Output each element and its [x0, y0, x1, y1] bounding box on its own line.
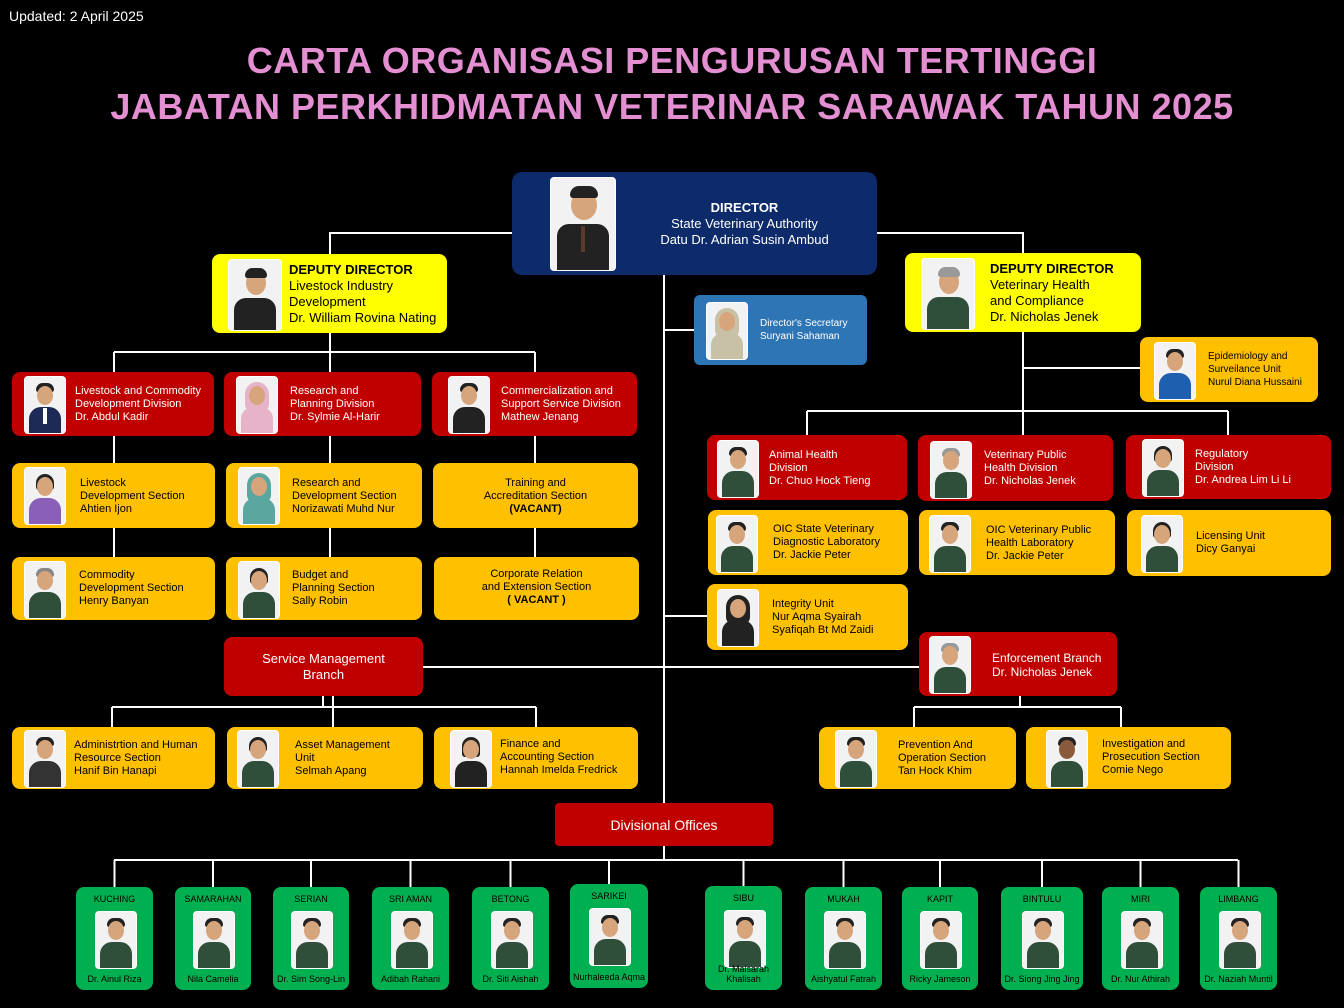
unit-title-line2: Health Laboratory: [986, 537, 1074, 549]
section-head-name: Comie Nego: [1102, 764, 1164, 776]
office-head-photo: [291, 911, 333, 969]
section-head-photo: [237, 730, 279, 788]
branch-head-name: Dr. Nicholas Jenek: [992, 665, 1093, 679]
office-location: BETONG: [491, 894, 530, 904]
unit-title-line1: Licensing Unit: [1196, 530, 1266, 542]
regulatory-division-box[interactable]: [1126, 435, 1331, 499]
deputy-left-line1: Livestock Industry: [289, 278, 394, 293]
livestock-commodity-division-box[interactable]: [12, 372, 214, 436]
division-title-line1: Veterinary Public: [984, 449, 1067, 461]
secretary-box[interactable]: [694, 295, 867, 365]
office-head-name: Dr. Sim Song-Lin: [276, 974, 346, 984]
division-head-name: Dr. Chuo Hock Tieng: [769, 475, 871, 487]
unit-head-name: Dicy Ganyai: [1196, 543, 1256, 555]
budget-planning-section-box[interactable]: [226, 557, 422, 620]
unit-head-name: Dr. Jackie Peter: [986, 550, 1064, 562]
division-title-line2: Development Division: [75, 398, 182, 410]
secretary-name: Suryani Sahaman: [760, 331, 840, 342]
division-head-name: Dr. Andrea Lim Li Li: [1195, 474, 1291, 486]
deputy-left-name: Dr. William Rovina Nating: [289, 310, 437, 325]
office-head-name: Dr. Maisarah Khalisah: [717, 964, 770, 984]
division-head-photo: [236, 376, 278, 434]
division-title-line1: Commercialization and: [501, 385, 613, 397]
division-head-photo: [24, 376, 66, 434]
epidemiology-name: Nurul Diana Hussaini: [1208, 377, 1302, 388]
prevention-operation-section-box[interactable]: [819, 727, 1016, 789]
divisional-office-card[interactable]: [1102, 887, 1179, 990]
vacant-label: ( VACANT ): [507, 594, 566, 606]
division-head-name: Dr. Sylmie Al-Harir: [290, 411, 380, 423]
branch-title-line2: Branch: [302, 667, 345, 682]
finance-accounting-section-box[interactable]: [434, 727, 638, 789]
section-title-line1: Training and: [505, 477, 566, 489]
division-title-line1: Regulatory: [1195, 448, 1249, 460]
corporate-relation-section-box[interactable]: [434, 557, 639, 620]
division-title-line1: Animal Health: [769, 449, 838, 461]
divisional-office-card[interactable]: [273, 887, 349, 990]
state-diagnostic-lab-box[interactable]: [708, 510, 908, 575]
divisional-office-card[interactable]: [472, 887, 549, 990]
section-title-line1: Investigation and: [1102, 738, 1186, 750]
office-head-name: Dr. Siti Aishah: [482, 974, 539, 984]
section-title-line2: Unit: [295, 752, 315, 764]
office-head-photo: [589, 908, 631, 966]
office-location: SARIKEI: [591, 891, 627, 901]
deputy-right-name: Dr. Nicholas Jenek: [990, 309, 1099, 324]
office-head-photo: [920, 911, 962, 969]
research-planning-division-box[interactable]: [224, 372, 421, 436]
office-head-photo: [1219, 911, 1261, 969]
section-title-line1: Corporate Relation: [490, 568, 583, 580]
office-head-name: Nurhaleeda Aqma: [572, 972, 646, 982]
section-head-name: Ahtien Ijon: [80, 503, 132, 515]
epidemiology-unit-box[interactable]: [1140, 337, 1318, 402]
section-head-name: Norizawati Muhd Nur: [292, 503, 395, 515]
divisional-office-card[interactable]: [570, 884, 648, 988]
deputy-left-photo: [228, 259, 282, 331]
divisional-office-card[interactable]: [705, 886, 782, 990]
office-location: SERIAN: [294, 894, 328, 904]
section-head-photo: [238, 467, 280, 525]
chart-title-line2: JABATAN PERKHIDMATAN VETERINAR SARAWAK TAHUN 2025: [110, 86, 1234, 127]
division-head-photo: [930, 441, 972, 499]
divisional-office-card[interactable]: [902, 887, 978, 990]
divisional-offices-box[interactable]: [555, 803, 773, 846]
section-title-line1: Commodity: [79, 569, 135, 581]
deputy-right-line1: Veterinary Health: [990, 277, 1090, 292]
training-accreditation-section-box[interactable]: [433, 463, 638, 528]
section-head-photo: [1046, 730, 1088, 788]
divisional-office-card[interactable]: [1001, 887, 1083, 990]
updated-date: Updated: 2 April 2025: [9, 8, 144, 24]
investigation-prosecution-section-box[interactable]: [1026, 727, 1231, 789]
director-authority: State Veterinary Authority: [671, 216, 818, 231]
office-head-name: Dr. Ainul Riza: [87, 974, 142, 984]
division-title-line2: Division: [769, 462, 808, 474]
deputy-right-photo: [921, 258, 975, 330]
unit-head-photo: [716, 515, 758, 573]
division-head-name: Dr. Abdul Kadir: [75, 411, 149, 423]
office-head-name: Nila Camelia: [187, 974, 239, 984]
division-title-line1: Research and: [290, 385, 359, 397]
section-head-photo: [24, 730, 66, 788]
divisional-office-card[interactable]: [805, 887, 882, 990]
section-title-line2: Accounting Section: [500, 751, 595, 763]
public-health-lab-box[interactable]: [919, 510, 1115, 575]
office-location: SAMARAHAN: [184, 894, 242, 904]
section-head-photo: [24, 467, 66, 525]
office-location: LIMBANG: [1218, 894, 1259, 904]
division-title-line1: Livestock and Commodity: [75, 385, 201, 397]
office-head-photo: [95, 911, 137, 969]
epidemiology-photo: [1154, 342, 1196, 400]
division-head-photo: [1142, 439, 1184, 497]
section-title-line1: Administrtion and Human: [74, 739, 198, 751]
epidemiology-line1: Epidemiology and: [1208, 351, 1288, 362]
unit-title-line2: Diagnostic Laboratory: [773, 536, 881, 548]
unit-title-line1: OIC Veterinary Public: [986, 524, 1092, 536]
director-box[interactable]: [512, 172, 877, 275]
secretary-photo: [706, 302, 748, 360]
secretary-role: Director's Secretary: [760, 318, 848, 329]
office-location: KAPIT: [926, 894, 953, 904]
office-location: KUCHING: [93, 894, 136, 904]
deputy-right-role: DEPUTY DIRECTOR: [990, 261, 1114, 276]
integrity-name-line1: Nur Aqma Syairah: [772, 611, 862, 623]
divisional-office-card[interactable]: [1200, 887, 1277, 990]
division-title-line2: Support Service Division: [501, 398, 621, 410]
section-head-photo: [24, 561, 66, 619]
section-title-line1: Prevention And: [898, 739, 973, 751]
division-head-name: Dr. Nicholas Jenek: [984, 475, 1076, 487]
section-title-line1: Finance and: [500, 738, 561, 750]
unit-head-photo: [717, 589, 759, 647]
office-head-photo: [724, 910, 766, 968]
enforcement-branch-box[interactable]: [919, 632, 1117, 696]
office-head-name: Ricky Jameson: [909, 974, 971, 984]
section-title-line2: Prosecution Section: [1102, 751, 1200, 763]
section-title-line1: Budget and: [292, 569, 349, 581]
director-name: Datu Dr. Adrian Susin Ambud: [660, 232, 829, 247]
section-title-line2: Accreditation Section: [483, 490, 588, 502]
section-title-line2: Operation Section: [898, 752, 987, 764]
deputy-director-left-box[interactable]: [212, 254, 447, 333]
division-title-line2: Health Division: [984, 462, 1058, 474]
section-title-line2: Resource Section: [74, 752, 161, 764]
division-head-name: Mathew Jenang: [501, 411, 579, 423]
administration-hr-section-box[interactable]: [12, 727, 215, 789]
asset-management-unit-box[interactable]: [227, 727, 423, 789]
office-head-name: Aishyatul Fatrah: [810, 974, 877, 984]
office-head-name: Adibah Rahani: [380, 974, 441, 984]
office-head-photo: [1121, 911, 1163, 969]
section-head-photo: [450, 730, 492, 788]
office-head-photo: [491, 911, 533, 969]
unit-head-photo: [929, 515, 971, 573]
branch-title: Enforcement Branch: [992, 651, 1102, 665]
research-development-section-box[interactable]: [226, 463, 422, 528]
section-title-line2: Planning Section: [292, 582, 375, 594]
livestock-development-section-box[interactable]: [12, 463, 215, 528]
section-title-line2: Development Section: [80, 490, 185, 502]
commercialization-division-box[interactable]: [432, 372, 637, 436]
unit-head-name: Dr. Jackie Peter: [773, 549, 851, 561]
section-title-line1: Research and: [292, 477, 361, 489]
office-head-photo: [824, 911, 866, 969]
section-title-line2: Development Section: [79, 582, 184, 594]
deputy-director-right-box[interactable]: [905, 253, 1141, 332]
division-head-photo: [717, 440, 759, 498]
chart-title-line1: CARTA ORGANISASI PENGURUSAN TERTINGGI: [246, 40, 1098, 81]
office-location: SRI AMAN: [388, 894, 432, 904]
animal-health-division-box[interactable]: [707, 435, 907, 500]
integrity-unit-box[interactable]: [707, 584, 908, 650]
office-head-name: Dr. Nur Athirah: [1110, 974, 1171, 984]
service-management-branch-box[interactable]: [224, 637, 423, 696]
unit-title-line1: OIC State Veterinary: [773, 523, 874, 535]
divisional-office-card[interactable]: [175, 887, 251, 990]
division-title-line2: Planning Division: [290, 398, 375, 410]
deputy-left-role: DEPUTY DIRECTOR: [289, 262, 413, 277]
director-photo: [550, 177, 616, 271]
section-title-line2: Development Section: [292, 490, 397, 502]
integrity-title: Integrity Unit: [772, 598, 834, 610]
section-head-photo: [835, 730, 877, 788]
commodity-development-section-box[interactable]: [12, 557, 215, 620]
divisional-office-card[interactable]: [76, 887, 153, 990]
office-location: BINTULU: [1022, 894, 1062, 904]
office-location: MIRI: [1131, 894, 1150, 904]
section-head-name: Sally Robin: [292, 595, 348, 607]
section-title-line1: Asset Management: [295, 739, 390, 751]
office-head-photo: [391, 911, 433, 969]
division-head-photo: [448, 376, 490, 434]
section-head-name: Selmah Apang: [295, 765, 367, 777]
section-head-name: Hannah Imelda Fredrick: [500, 764, 618, 776]
section-head-name: Henry Banyan: [79, 595, 149, 607]
vacant-label: (VACANT): [509, 503, 562, 515]
deputy-left-line2: Development: [289, 294, 366, 309]
office-location: MUKAH: [827, 894, 860, 904]
director-role: DIRECTOR: [710, 200, 779, 215]
branch-title-line1: Service Management: [262, 651, 385, 666]
unit-head-photo: [1141, 515, 1183, 573]
licensing-unit-box[interactable]: [1127, 510, 1331, 576]
section-head-photo: [238, 561, 280, 619]
veterinary-public-health-division-box[interactable]: [918, 435, 1113, 501]
section-head-name: Tan Hock Khim: [898, 765, 972, 777]
section-title-line1: Livestock: [80, 477, 126, 489]
division-title-line2: Division: [1195, 461, 1234, 473]
divisional-offices-label: Divisional Offices: [610, 817, 718, 833]
office-head-photo: [193, 911, 235, 969]
office-location: SIBU: [732, 893, 754, 903]
office-head-photo: [1022, 911, 1064, 969]
branch-head-photo: [929, 636, 971, 694]
integrity-name-line2: Syafiqah Bt Md Zaidi: [772, 624, 874, 636]
section-title-line2: and Extension Section: [481, 581, 592, 593]
deputy-right-line2: and Compliance: [990, 293, 1084, 308]
divisional-office-card[interactable]: [372, 887, 449, 990]
office-head-name: Dr. Naziah Muntil: [1204, 974, 1273, 984]
office-head-name: Dr. Siong Jing Jing: [1004, 974, 1080, 984]
epidemiology-line2: Surveilance Unit: [1208, 364, 1281, 375]
section-head-name: Hanif Bin Hanapi: [74, 765, 157, 777]
